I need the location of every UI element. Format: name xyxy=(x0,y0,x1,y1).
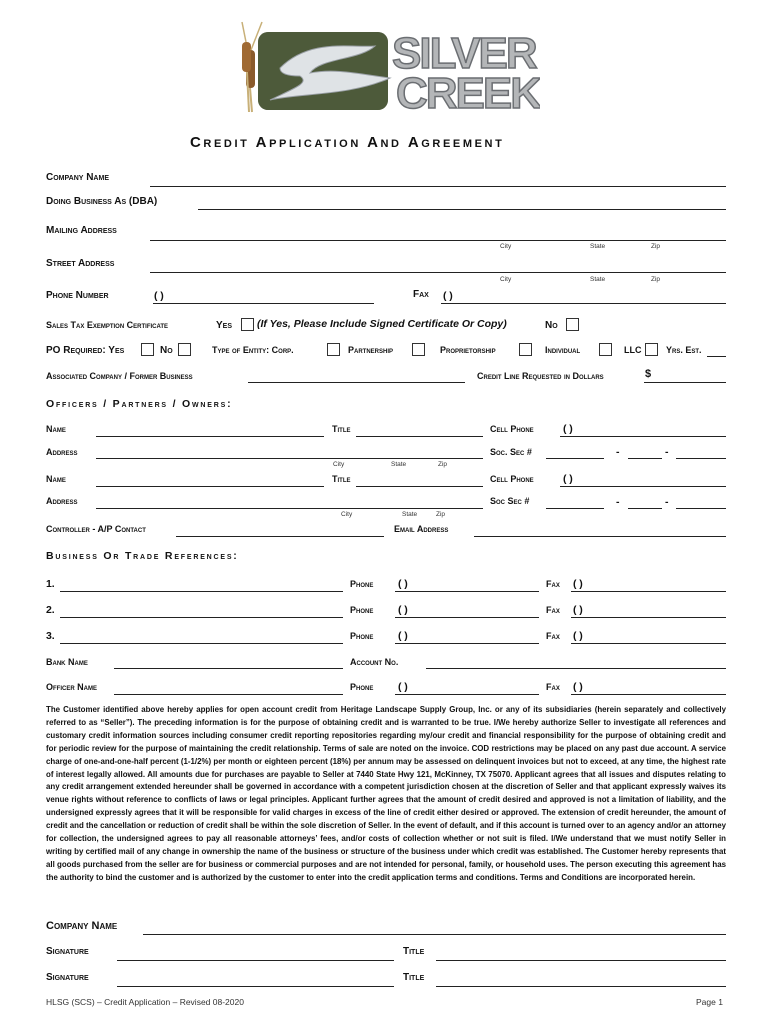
ref3-number: 3. xyxy=(46,630,55,642)
llc-label: LLC xyxy=(624,345,642,355)
officer1-title-label: Title xyxy=(332,424,351,434)
officer2-cell-label: Cell Phone xyxy=(490,474,534,484)
ref2-fax-field[interactable] xyxy=(571,617,726,618)
corp-checkbox[interactable] xyxy=(327,343,340,356)
officers-heading: Officers / Partners / Owners: xyxy=(46,398,233,410)
partnership-checkbox[interactable] xyxy=(412,343,425,356)
bank-phone-field[interactable] xyxy=(395,694,539,695)
signature1-label: Signature xyxy=(46,946,89,957)
street-zip-caption: Zip xyxy=(651,276,661,283)
ref2-number: 2. xyxy=(46,604,55,616)
po-yes-checkbox[interactable] xyxy=(141,343,154,356)
ref2-phone-field[interactable] xyxy=(395,617,539,618)
proprietorship-checkbox[interactable] xyxy=(519,343,532,356)
officer1-title-field[interactable] xyxy=(356,436,483,437)
title1-field[interactable] xyxy=(436,960,726,961)
ref1-phone-label: Phone xyxy=(350,579,374,589)
mailing-address-label: Mailing Address xyxy=(46,225,117,236)
officer2-soc-label: Soc Sec # xyxy=(490,496,530,506)
fax-number-field[interactable] xyxy=(441,303,726,304)
ref3-fax-paren: ( ) xyxy=(573,630,583,642)
individual-checkbox[interactable] xyxy=(599,343,612,356)
bank-fax-paren: ( ) xyxy=(573,681,583,693)
email-field[interactable] xyxy=(474,536,726,537)
credit-line-label: Credit Line Requested in Dollars xyxy=(477,371,604,381)
officer2-address-label: Address xyxy=(46,496,78,506)
sales-tax-label: Sales Tax Exemption Certificate xyxy=(46,320,169,330)
title2-field[interactable] xyxy=(436,986,726,987)
company-name-field[interactable] xyxy=(150,186,726,187)
officer2-address-field[interactable] xyxy=(96,508,483,509)
po-required-label: PO Required: Yes xyxy=(46,345,125,356)
page-title: Credit Application And Agreement xyxy=(190,134,505,151)
mailing-zip-caption: Zip xyxy=(651,243,661,250)
ref2-name-field[interactable] xyxy=(60,617,343,618)
officer-name-label: Officer Name xyxy=(46,682,97,692)
bank-fax-label: Fax xyxy=(546,682,560,692)
mailing-state-caption: State xyxy=(590,243,606,250)
officer-name-field[interactable] xyxy=(114,694,343,695)
associated-company-field[interactable] xyxy=(248,382,465,383)
officer2-cell-paren: ( ) xyxy=(563,473,573,485)
officer1-state-caption: State xyxy=(391,461,407,468)
officer2-soc-part3[interactable] xyxy=(676,508,726,509)
street-address-field[interactable] xyxy=(150,272,726,273)
officer1-name-label: Name xyxy=(46,424,66,434)
officer2-soc-part1[interactable] xyxy=(546,508,604,509)
sales-tax-yes-checkbox[interactable] xyxy=(241,318,254,331)
credit-line-field[interactable] xyxy=(644,382,726,383)
officer1-cell-paren: ( ) xyxy=(563,423,573,435)
ref3-phone-label: Phone xyxy=(350,631,374,641)
officer1-soc-part1[interactable] xyxy=(546,458,604,459)
phone-number-field[interactable] xyxy=(153,303,374,304)
po-no-label: No xyxy=(160,345,173,356)
po-no-checkbox[interactable] xyxy=(178,343,191,356)
fax-label: Fax xyxy=(413,289,429,300)
officer2-soc-dash2: - xyxy=(665,496,669,508)
ref2-fax-paren: ( ) xyxy=(573,604,583,616)
officer1-zip-caption: Zip xyxy=(438,461,448,468)
street-state-caption: State xyxy=(590,276,606,283)
signature2-field[interactable] xyxy=(117,986,394,987)
agreement-text: The Customer identified above hereby applies for open account credit from Heritage Landscape Supply Group, Inc. or any of its subsidiaries (herein separately and collectively referred to as “Seller”). The preceding information is for the purpose of obtaining credit and is warranted to be true. I/We hereby authorize Seller to investigate all references and customary credit information sources including consumer credit reporting repositories regarding my/our credit and financial responsibility for the purpose of obtaining credit and for periodic review for the purpose of maintaining the credit relationship. Terms of sale are noted on the invoice. COD restrictions may be placed on any past due account. A service charge of one-and-one-half percent (1-1/2%) per month or eighteen percent (18%) per annum may be assessed on delinquent invoices but not to exceed, at any time, the highest rate of interest legally allowed. All amounts due for purchases are payable to Seller at 7440 State Hwy 121, McKinney, TX 75070. Applicant agrees that all issues and disputes relating to any credit arrangement extended hereunder shall be governed in accordance with a competent jurisdiction chosen at the discretion of Seller and that applicant expressly waives its venue rights without reference to conflicts of laws or legal principles. Applicant further agrees that the amount of credit desired and approved is not a limitation of liability, and the undersigned expressly agrees that it will be responsible for valid charges in excess of the line of credit either desired or approved. The extension of credit hereunder, the amount of credit and the cancellation or reduction of credit shall be within the sole discretion of Seller. In the event of default, and if this account is turned over to an agency and/or an attorney for collection, the undersigned agrees to pay all reasonable attorneys’ fees, and/or costs of collection whether or not suit is filed. I/We understand that we must notify Seller in writing by certified mail of any change in ownership the name of the business or structure of the business under which credit was established. The Customer hereby represents that all goods purchased from the seller are for business or commercial purposes and are not intended for personal, family, or household uses. The person executing this agreement has the authority to bind the customer and is authorized by the customer to enter into the credit application terms and conditions. Terms and Conditions are incorporated herein. xyxy=(46,705,726,882)
phone-number-label: Phone Number xyxy=(46,290,109,301)
officer2-zip-caption: Zip xyxy=(436,511,446,518)
officer1-address-label: Address xyxy=(46,447,78,457)
ref2-fax-label: Fax xyxy=(546,605,560,615)
mailing-city-caption: City xyxy=(500,243,512,250)
sales-tax-yes-label: Yes xyxy=(216,320,233,331)
references-heading: Business Or Trade References: xyxy=(46,550,239,562)
ref3-phone-field[interactable] xyxy=(395,643,539,644)
ref3-phone-paren: ( ) xyxy=(398,630,408,642)
officer2-cell-field[interactable] xyxy=(560,486,726,487)
officer2-name-label: Name xyxy=(46,474,66,484)
ref2-phone-paren: ( ) xyxy=(398,604,408,616)
officer2-soc-dash1: - xyxy=(616,496,620,508)
sig-company-name-label: Company Name xyxy=(46,920,118,932)
sales-tax-no-label: No xyxy=(545,320,558,331)
officer2-title-field[interactable] xyxy=(356,486,483,487)
ref1-fax-field[interactable] xyxy=(571,591,726,592)
yrs-est-label: Yrs. Est. xyxy=(666,345,702,355)
entity-type-label: Type of Entity: Corp. xyxy=(212,345,294,355)
officer1-name-field[interactable] xyxy=(96,436,324,437)
llc-checkbox[interactable] xyxy=(645,343,658,356)
ref3-name-field[interactable] xyxy=(60,643,343,644)
associated-company-label: Associated Company / Former Business xyxy=(46,371,193,381)
ref1-number: 1. xyxy=(46,578,55,590)
officer2-state-caption: State xyxy=(402,511,418,518)
controller-field[interactable] xyxy=(176,536,384,537)
officer1-soc-part3[interactable] xyxy=(676,458,726,459)
bank-fax-field[interactable] xyxy=(571,694,726,695)
officer1-cell-field[interactable] xyxy=(560,436,726,437)
title2-label: Title xyxy=(403,972,425,983)
street-address-label: Street Address xyxy=(46,258,115,269)
officer1-address-field[interactable] xyxy=(96,458,483,459)
dba-field[interactable] xyxy=(198,209,726,210)
account-no-label: Account No. xyxy=(350,657,399,667)
proprietorship-label: Proprietorship xyxy=(440,345,496,355)
officer2-city-caption: City xyxy=(341,511,353,518)
logo-line1: SILVER xyxy=(392,29,536,78)
logo-graphic xyxy=(240,18,540,113)
officer1-soc-dash1: - xyxy=(616,446,620,458)
officer1-soc-label: Soc. Sec # xyxy=(490,447,532,457)
ref1-phone-field[interactable] xyxy=(395,591,539,592)
company-name-label: Company Name xyxy=(46,172,109,183)
logo-line2: CREEK xyxy=(396,69,540,113)
title1-label: Title xyxy=(403,946,425,957)
bank-phone-paren: ( ) xyxy=(398,681,408,693)
ref1-name-field[interactable] xyxy=(60,591,343,592)
footer-revision: HLSG (SCS) – Credit Application – Revised 08-2020 xyxy=(46,997,244,1007)
signature2-label: Signature xyxy=(46,972,89,983)
street-city-caption: City xyxy=(500,276,512,283)
ref1-fax-paren: ( ) xyxy=(573,578,583,590)
footer-page-number: Page 1 xyxy=(696,997,723,1007)
officer1-city-caption: City xyxy=(333,461,345,468)
bank-phone-label: Phone xyxy=(350,682,374,692)
credit-line-dollar: $ xyxy=(645,368,652,380)
officer2-name-field[interactable] xyxy=(96,486,324,487)
controller-label: Controller - A/P Contact xyxy=(46,524,146,534)
officer1-soc-part2[interactable] xyxy=(628,458,662,459)
officer2-title-label: Title xyxy=(332,474,351,484)
individual-label: Individual xyxy=(545,345,581,355)
sig-company-name-field[interactable] xyxy=(143,934,726,935)
yrs-est-field[interactable] xyxy=(707,356,726,357)
partnership-label: Partnership xyxy=(348,345,394,355)
officer1-soc-dash2: - xyxy=(665,446,669,458)
officer2-soc-part2[interactable] xyxy=(628,508,662,509)
bank-name-field[interactable] xyxy=(114,668,343,669)
sales-tax-note: (If Yes, Please Include Signed Certificate Or Copy) xyxy=(257,318,507,330)
account-no-field[interactable] xyxy=(426,668,726,669)
dba-label: Doing Business As (DBA) xyxy=(46,196,158,207)
fax-area-paren: ( ) xyxy=(443,290,453,302)
sales-tax-no-checkbox[interactable] xyxy=(566,318,579,331)
officer1-cell-label: Cell Phone xyxy=(490,424,534,434)
ref3-fax-label: Fax xyxy=(546,631,560,641)
signature1-field[interactable] xyxy=(117,960,394,961)
ref1-phone-paren: ( ) xyxy=(398,578,408,590)
silver-creek-logo xyxy=(240,18,540,113)
ref3-fax-field[interactable] xyxy=(571,643,726,644)
ref2-phone-label: Phone xyxy=(350,605,374,615)
bank-name-label: Bank Name xyxy=(46,657,88,667)
mailing-address-field[interactable] xyxy=(150,240,726,241)
phone-area-paren: ( ) xyxy=(154,290,164,302)
ref1-fax-label: Fax xyxy=(546,579,560,589)
email-label: Email Address xyxy=(394,524,449,534)
